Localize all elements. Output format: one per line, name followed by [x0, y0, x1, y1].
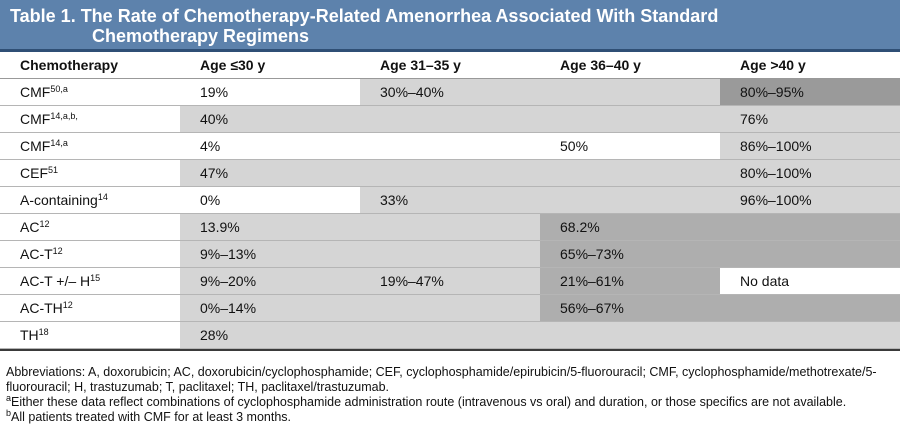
rate-cell: No data — [720, 268, 900, 295]
regimen-name-cell — [0, 160, 180, 187]
regimen-name: A-containing — [20, 192, 98, 208]
regimen-name: CMF — [20, 138, 51, 154]
regimen-reference: 12 — [62, 300, 73, 310]
table-row — [0, 214, 900, 241]
regimen-name: TH — [20, 327, 39, 343]
table-title — [0, 0, 900, 52]
table-row — [0, 187, 900, 214]
footnote-b — [6, 410, 890, 425]
regimen-reference: 51 — [48, 165, 59, 175]
regimen-name: AC-T — [20, 246, 53, 262]
rate-cell: 19% — [180, 79, 360, 106]
regimen-name-cell — [0, 268, 180, 295]
rate-cell: 50% — [540, 133, 720, 160]
col-header-age-40-plus: Age >40 y — [720, 52, 900, 79]
rate-cell: 19%–47% — [360, 268, 540, 295]
rate-cell: 80%–100% — [720, 160, 900, 187]
regimen-name: CMF — [20, 84, 51, 100]
col-header-age-30: Age ≤30 y — [180, 52, 360, 79]
col-header-chemotherapy: Chemotherapy — [0, 52, 180, 79]
header-row — [0, 52, 900, 79]
regimen-reference: 14 — [97, 192, 108, 202]
regimen-name: CMF — [20, 111, 51, 127]
regimen-name-cell — [0, 79, 180, 106]
footnote-a-mark: a — [6, 393, 12, 403]
abbreviations-note: Abbreviations: A, doxorubicin; AC, doxorubicin/cyclophosphamide; CEF, cyclophosphamide/epirubicin/5-fluorouracil; CMF, cyclophosphamide/methotrexate/5-fluorouracil; H, trastuzumab; T, paclitaxel; TH, paclitaxel/trastuzumab. — [6, 365, 877, 394]
regimen-name-cell — [0, 133, 180, 160]
rate-cell: 76% — [720, 106, 900, 133]
amenorrhea-table — [0, 52, 900, 349]
regimen-name: AC — [20, 219, 40, 235]
rate-cell: 47% — [180, 160, 720, 187]
rate-cell: 9%–13% — [180, 241, 540, 268]
regimen-reference: 14,a — [50, 138, 68, 148]
footnote-b-mark: b — [6, 408, 12, 418]
regimen-name-cell — [0, 322, 180, 349]
col-header-age-36-40: Age 36–40 y — [540, 52, 720, 79]
table-title-line-1: Table 1. The Rate of Chemotherapy-Related Amenorrhea Associated With Standard — [10, 6, 719, 26]
rate-cell: 0%–14% — [180, 295, 540, 322]
rate-cell: 13.9% — [180, 214, 540, 241]
footnote-a — [6, 395, 890, 410]
rate-cell: 21%–61% — [540, 268, 720, 295]
regimen-reference: 12 — [39, 219, 50, 229]
table-row — [0, 241, 900, 268]
regimen-reference: 15 — [90, 273, 101, 283]
table-body — [0, 79, 900, 349]
rate-cell: 96%–100% — [720, 187, 900, 214]
regimen-name-cell — [0, 295, 180, 322]
regimen-name-cell — [0, 214, 180, 241]
table-row — [0, 106, 900, 133]
regimen-reference: 12 — [52, 246, 63, 256]
rate-cell: 40% — [180, 106, 720, 133]
regimen-reference: 18 — [38, 327, 49, 337]
rate-cell: 33% — [360, 187, 720, 214]
footnote-a-text: Either these data reflect combinations of cyclophosphamide administration route (intravenous vs oral) and duration, or those specifics are not available. — [11, 395, 847, 409]
footnotes — [0, 351, 900, 425]
regimen-name: AC-TH — [20, 300, 63, 316]
regimen-name-cell — [0, 106, 180, 133]
rate-cell: 80%–95% — [720, 79, 900, 106]
rate-cell: 68.2% — [540, 214, 900, 241]
table-row — [0, 160, 900, 187]
rate-cell: 28% — [180, 322, 900, 349]
rate-cell: 9%–20% — [180, 268, 360, 295]
table-row — [0, 133, 900, 160]
table-row — [0, 322, 900, 349]
regimen-reference: 50,a — [50, 84, 68, 94]
rate-cell: 30%–40% — [360, 79, 720, 106]
rate-cell: 86%–100% — [720, 133, 900, 160]
col-header-age-31-35: Age 31–35 y — [360, 52, 540, 79]
rate-cell: 0% — [180, 187, 360, 214]
rate-cell: 4% — [180, 133, 540, 160]
table-title-line-2: Chemotherapy Regimens — [92, 26, 310, 46]
regimen-name-cell — [0, 241, 180, 268]
regimen-name: AC-T +/– H — [20, 273, 91, 289]
rate-cell: 56%–67% — [540, 295, 900, 322]
regimen-reference: 14,a,b, — [50, 111, 78, 121]
table-row — [0, 79, 900, 106]
regimen-name: CEF — [20, 165, 48, 181]
regimen-name-cell — [0, 187, 180, 214]
rate-cell: 65%–73% — [540, 241, 900, 268]
footnote-b-text: All patients treated with CMF for at least 3 months. — [11, 410, 291, 424]
table-row — [0, 268, 900, 295]
table-row — [0, 295, 900, 322]
